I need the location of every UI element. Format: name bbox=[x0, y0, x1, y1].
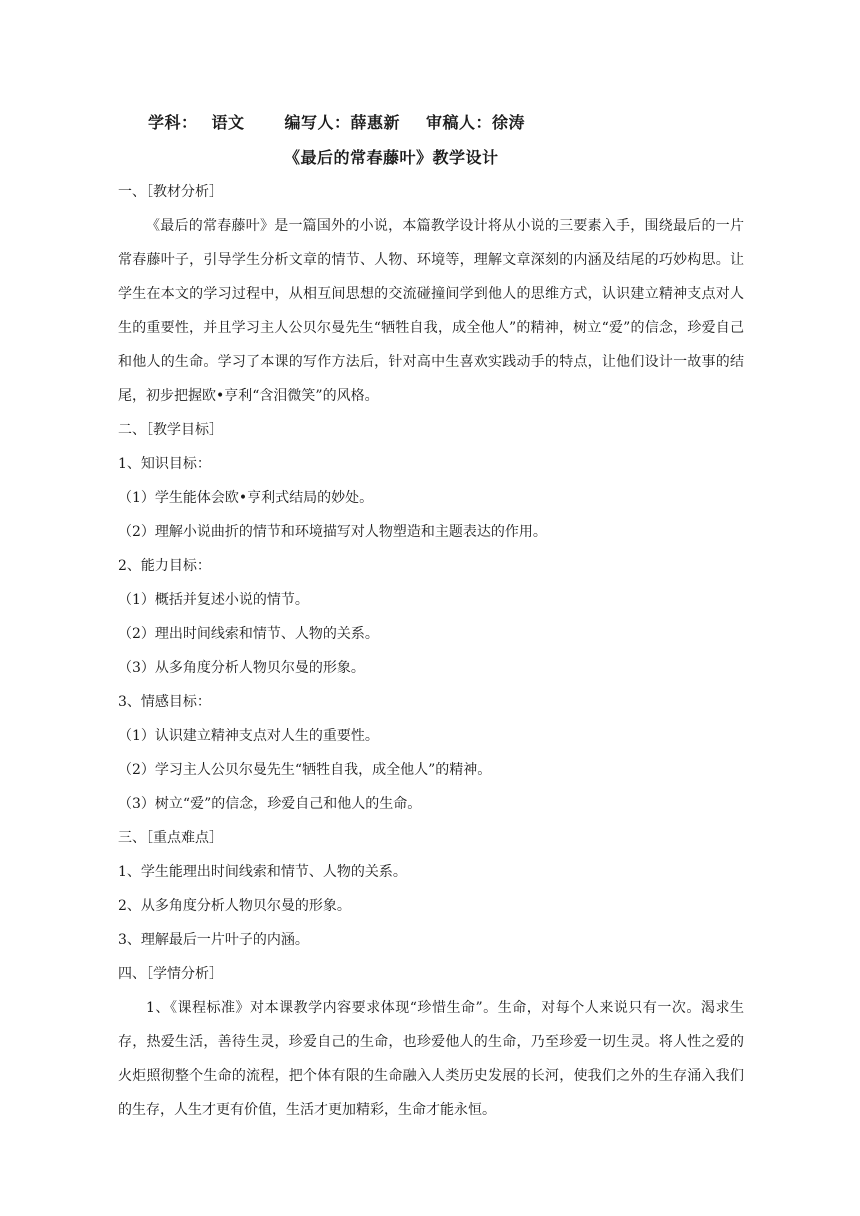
section-heading-learner-analysis: 四、［学情分析］ bbox=[118, 966, 223, 982]
section-heading-textbook-analysis: 一、［教材分析］ bbox=[118, 184, 223, 200]
list-item: （1）概括并复述小说的情节。 bbox=[118, 592, 309, 608]
reviewer-info: 审稿人：徐涛 bbox=[426, 113, 526, 132]
subject-value: 语文 bbox=[211, 113, 245, 132]
list-item: （1）认识建立精神支点对人生的重要性。 bbox=[118, 728, 379, 744]
list-item: （2）理解小说曲折的情节和环境描写对人物塑造和主题表达的作用。 bbox=[118, 524, 547, 540]
list-item: （2）学习主人公贝尔曼先生“牺牲自我，成全他人”的精神。 bbox=[118, 762, 492, 778]
section-heading-key-points: 三、［重点难点］ bbox=[118, 830, 223, 846]
paragraph-textbook-analysis: 《最后的常春藤叶》是一篇国外的小说，本篇教学设计将从小说的三要素入手，围绕最后的一片常春藤叶子，引导学生分析文章的情节、人物、环境等，理解文章深刻的内涵及结尾的巧妙构思。让学生在本文的学习过程中，从相互间思想的交流碰撞间学到他人的思维方式，认识建立精神支点对人生的重要性，并且学习主人公贝尔曼先生“牺牲自我，成全他人”的精神，树立“爱”的信念，珍爱自己和他人的生命。学习了本课的写作方法后，针对高中生喜欢实践动手的特点，让他们设计一故事的结尾，初步把握欧•亨利“含泪微笑”的风格。 bbox=[118, 218, 744, 404]
subheading-ability-goals: 2、能力目标： bbox=[118, 558, 211, 574]
section-heading-teaching-goals: 二、［教学目标］ bbox=[118, 422, 223, 438]
list-item: （3）树立“爱”的信念，珍爱自己和他人的生命。 bbox=[118, 796, 422, 812]
list-item: 2、从多角度分析人物贝尔曼的形象。 bbox=[118, 898, 351, 914]
list-item: （1）学生能体会欧•亨利式结局的妙处。 bbox=[118, 490, 374, 506]
list-item: （3）从多角度分析人物贝尔曼的形象。 bbox=[118, 660, 365, 676]
list-item: 3、理解最后一片叶子的内涵。 bbox=[118, 932, 309, 948]
list-item: 1、学生能理出时间线索和情节、人物的关系。 bbox=[118, 864, 407, 880]
subheading-knowledge-goals: 1、知识目标： bbox=[118, 456, 211, 472]
subheading-emotion-goals: 3、情感目标： bbox=[118, 694, 211, 710]
document-header bbox=[148, 110, 525, 133]
paragraph-learner-analysis: 1、《课程标准》对本课教学内容要求体现“珍惜生命”。生命，对每个人来说只有一次。渴求生存，热爱生活，善待生灵，珍爱自己的生命，也珍爱他人的生命，乃至珍爱一切生灵。将人性之爱的火炬照彻整个生命的流程，把个体有限的生命融入人类历史发展的长河，使我们之外的生存涌入我们的生存，人生才更有价值，生活才更加精彩，生命才能永恒。 bbox=[118, 1000, 744, 1118]
subject-label: 学科： bbox=[148, 113, 198, 132]
document-title: 《最后的常春藤叶》教学设计 bbox=[284, 148, 499, 167]
document-body bbox=[118, 175, 744, 1127]
writer-info: 编写人：薛惠新 bbox=[284, 113, 401, 132]
list-item: （2）理出时间线索和情节、人物的关系。 bbox=[118, 626, 379, 642]
